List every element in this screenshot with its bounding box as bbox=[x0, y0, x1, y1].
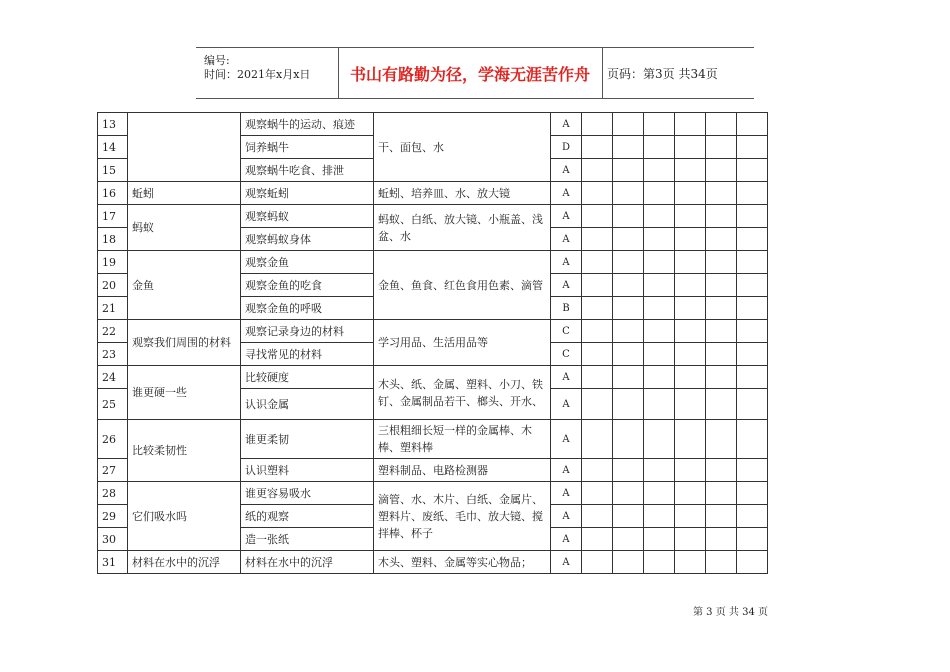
blank-cell bbox=[644, 159, 675, 182]
blank-cell bbox=[644, 182, 675, 205]
blank-cell bbox=[582, 343, 613, 366]
lesson-number: 28 bbox=[98, 482, 128, 505]
blank-cell bbox=[706, 274, 737, 297]
blank-cell bbox=[706, 251, 737, 274]
blank-cell bbox=[644, 136, 675, 159]
blank-cell bbox=[613, 320, 644, 343]
blank-cell bbox=[737, 551, 768, 574]
blank-cell bbox=[675, 136, 706, 159]
blank-cell bbox=[582, 482, 613, 505]
grade-cell: B bbox=[551, 297, 582, 320]
blank-cell bbox=[737, 389, 768, 420]
blank-cell bbox=[706, 297, 737, 320]
materials-cell: 干、面包、水 bbox=[374, 113, 551, 182]
materials-cell: 学习用品、生活用品等 bbox=[374, 320, 551, 366]
lesson-number: 19 bbox=[98, 251, 128, 274]
lesson-number: 27 bbox=[98, 459, 128, 482]
lesson-number: 22 bbox=[98, 320, 128, 343]
blank-cell bbox=[644, 505, 675, 528]
blank-cell bbox=[613, 136, 644, 159]
activity-cell: 谁更柔韧 bbox=[241, 420, 374, 459]
materials-cell: 木头、塑料、金属等实心物品； bbox=[374, 551, 551, 574]
page-footer: 第 3 页 共 34 页 bbox=[693, 607, 768, 618]
blank-cell bbox=[706, 182, 737, 205]
materials-cell: 三根粗细长短一样的金属棒、木棒、塑料棒 bbox=[374, 420, 551, 459]
blank-cell bbox=[675, 159, 706, 182]
blank-cell bbox=[706, 205, 737, 228]
blank-cell bbox=[582, 182, 613, 205]
blank-cell bbox=[706, 420, 737, 459]
blank-cell bbox=[675, 528, 706, 551]
grade-cell: A bbox=[551, 528, 582, 551]
blank-cell bbox=[644, 482, 675, 505]
blank-cell bbox=[613, 159, 644, 182]
blank-cell bbox=[706, 528, 737, 551]
blank-cell bbox=[613, 366, 644, 389]
blank-cell bbox=[675, 205, 706, 228]
grade-cell: A bbox=[551, 505, 582, 528]
blank-cell bbox=[613, 343, 644, 366]
blank-cell bbox=[706, 551, 737, 574]
blank-cell bbox=[675, 343, 706, 366]
lesson-number: 26 bbox=[98, 420, 128, 459]
blank-cell bbox=[675, 459, 706, 482]
topic-cell: 蚯蚓 bbox=[128, 182, 241, 205]
lesson-number: 14 bbox=[98, 136, 128, 159]
blank-cell bbox=[706, 366, 737, 389]
time-label: 时间：2021年x月x日 bbox=[204, 68, 311, 81]
curriculum-table bbox=[97, 112, 768, 574]
blank-cell bbox=[613, 251, 644, 274]
blank-cell bbox=[613, 459, 644, 482]
blank-cell bbox=[675, 482, 706, 505]
blank-cell bbox=[582, 389, 613, 420]
blank-cell bbox=[613, 420, 644, 459]
blank-cell bbox=[675, 420, 706, 459]
blank-cell bbox=[706, 320, 737, 343]
page-label: 页码：第3页 共34页 bbox=[607, 66, 718, 81]
grade-cell: A bbox=[551, 551, 582, 574]
grade-cell: A bbox=[551, 205, 582, 228]
blank-cell bbox=[675, 182, 706, 205]
blank-cell bbox=[737, 528, 768, 551]
lesson-number: 16 bbox=[98, 182, 128, 205]
blank-cell bbox=[675, 274, 706, 297]
lesson-number: 20 bbox=[98, 274, 128, 297]
blank-cell bbox=[582, 297, 613, 320]
blank-cell bbox=[737, 274, 768, 297]
activity-cell: 观察记录身边的材料 bbox=[241, 320, 374, 343]
blank-cell bbox=[737, 113, 768, 136]
activity-cell: 比较硬度 bbox=[241, 366, 374, 389]
blank-cell bbox=[675, 113, 706, 136]
blank-cell bbox=[644, 274, 675, 297]
activity-cell: 观察金鱼的呼吸 bbox=[241, 297, 374, 320]
blank-cell bbox=[613, 551, 644, 574]
blank-cell bbox=[675, 551, 706, 574]
blank-cell bbox=[737, 343, 768, 366]
blank-cell bbox=[706, 459, 737, 482]
activity-cell: 认识金属 bbox=[241, 389, 374, 420]
topic-cell: 材料在水中的沉浮 bbox=[128, 551, 241, 574]
table-row bbox=[98, 113, 768, 136]
activity-cell: 观察蚂蚁 bbox=[241, 205, 374, 228]
lesson-number: 21 bbox=[98, 297, 128, 320]
blank-cell bbox=[613, 297, 644, 320]
blank-cell bbox=[644, 389, 675, 420]
blank-cell bbox=[582, 136, 613, 159]
blank-cell bbox=[644, 297, 675, 320]
blank-cell bbox=[582, 528, 613, 551]
activity-cell: 观察蜗牛的运动、痕迹 bbox=[241, 113, 374, 136]
grade-cell: C bbox=[551, 343, 582, 366]
blank-cell bbox=[706, 113, 737, 136]
lesson-number: 24 bbox=[98, 366, 128, 389]
grade-cell: A bbox=[551, 366, 582, 389]
blank-cell bbox=[644, 528, 675, 551]
blank-cell bbox=[613, 182, 644, 205]
blank-cell bbox=[706, 505, 737, 528]
lesson-number: 18 bbox=[98, 228, 128, 251]
activity-cell: 认识塑料 bbox=[241, 459, 374, 482]
activity-cell: 造一张纸 bbox=[241, 528, 374, 551]
table-row bbox=[98, 420, 768, 459]
activity-cell: 纸的观察 bbox=[241, 505, 374, 528]
blank-cell bbox=[582, 205, 613, 228]
blank-cell bbox=[737, 205, 768, 228]
blank-cell bbox=[582, 320, 613, 343]
lesson-number: 31 bbox=[98, 551, 128, 574]
blank-cell bbox=[675, 389, 706, 420]
header-meta bbox=[196, 48, 339, 98]
blank-cell bbox=[582, 505, 613, 528]
blank-cell bbox=[737, 159, 768, 182]
blank-cell bbox=[644, 320, 675, 343]
topic-cell: 金鱼 bbox=[128, 251, 241, 320]
activity-cell: 材料在水中的沉浮 bbox=[241, 551, 374, 574]
materials-cell: 金鱼、鱼食、红色食用色素、滴管 bbox=[374, 251, 551, 320]
grade-cell: C bbox=[551, 320, 582, 343]
topic-cell: 观察我们周围的材料 bbox=[128, 320, 241, 366]
grade-cell: A bbox=[551, 459, 582, 482]
blank-cell bbox=[706, 136, 737, 159]
materials-cell: 蚯蚓、培养皿、水、放大镜 bbox=[374, 182, 551, 205]
blank-cell bbox=[706, 343, 737, 366]
blank-cell bbox=[737, 420, 768, 459]
activity-cell: 观察蜗牛吃食、排泄 bbox=[241, 159, 374, 182]
grade-cell: A bbox=[551, 113, 582, 136]
topic-cell bbox=[128, 113, 241, 182]
motto: 书山有路勤为径，学海无涯苦作舟 bbox=[338, 48, 603, 98]
blank-cell bbox=[613, 482, 644, 505]
blank-cell bbox=[737, 228, 768, 251]
table-row bbox=[98, 320, 768, 343]
table-row bbox=[98, 182, 768, 205]
activity-cell: 谁更容易吸水 bbox=[241, 482, 374, 505]
blank-cell bbox=[613, 228, 644, 251]
blank-cell bbox=[737, 182, 768, 205]
activity-cell: 观察金鱼的吃食 bbox=[241, 274, 374, 297]
blank-cell bbox=[644, 205, 675, 228]
blank-cell bbox=[582, 420, 613, 459]
blank-cell bbox=[582, 459, 613, 482]
grade-cell: A bbox=[551, 228, 582, 251]
blank-cell bbox=[675, 320, 706, 343]
blank-cell bbox=[706, 482, 737, 505]
blank-cell bbox=[737, 251, 768, 274]
blank-cell bbox=[737, 459, 768, 482]
blank-cell bbox=[706, 389, 737, 420]
blank-cell bbox=[675, 505, 706, 528]
activity-cell: 寻找常见的材料 bbox=[241, 343, 374, 366]
blank-cell bbox=[737, 136, 768, 159]
grade-cell: A bbox=[551, 420, 582, 459]
blank-cell bbox=[613, 389, 644, 420]
activity-cell: 饲养蜗牛 bbox=[241, 136, 374, 159]
blank-cell bbox=[675, 297, 706, 320]
topic-cell: 谁更硬一些 bbox=[128, 366, 241, 420]
lesson-number: 17 bbox=[98, 205, 128, 228]
activity-cell: 观察金鱼 bbox=[241, 251, 374, 274]
blank-cell bbox=[706, 228, 737, 251]
blank-cell bbox=[582, 551, 613, 574]
blank-cell bbox=[675, 228, 706, 251]
lesson-number: 15 bbox=[98, 159, 128, 182]
blank-cell bbox=[644, 228, 675, 251]
materials-cell: 滴管、水、木片、白纸、金属片、塑料片、废纸、毛巾、放大镜、搅拌棒、杯子 bbox=[374, 482, 551, 551]
blank-cell bbox=[582, 159, 613, 182]
materials-cell: 木头、纸、金属、塑料、小刀、铁钉、金属制品若干、榔头、开水、 bbox=[374, 366, 551, 420]
blank-cell bbox=[706, 159, 737, 182]
number-label: 编号: bbox=[204, 54, 230, 67]
blank-cell bbox=[613, 205, 644, 228]
blank-cell bbox=[675, 251, 706, 274]
blank-cell bbox=[644, 459, 675, 482]
blank-cell bbox=[613, 274, 644, 297]
lesson-number: 13 bbox=[98, 113, 128, 136]
blank-cell bbox=[582, 366, 613, 389]
blank-cell bbox=[613, 505, 644, 528]
activity-cell: 观察蚂蚁身体 bbox=[241, 228, 374, 251]
grade-cell: A bbox=[551, 274, 582, 297]
blank-cell bbox=[582, 228, 613, 251]
grade-cell: D bbox=[551, 136, 582, 159]
lesson-number: 29 bbox=[98, 505, 128, 528]
blank-cell bbox=[737, 320, 768, 343]
grade-cell: A bbox=[551, 251, 582, 274]
blank-cell bbox=[644, 420, 675, 459]
blank-cell bbox=[644, 251, 675, 274]
table-row bbox=[98, 482, 768, 505]
table-row bbox=[98, 205, 768, 228]
activity-cell: 观察蚯蚓 bbox=[241, 182, 374, 205]
blank-cell bbox=[582, 251, 613, 274]
grade-cell: A bbox=[551, 389, 582, 420]
blank-cell bbox=[675, 366, 706, 389]
table-row bbox=[98, 366, 768, 389]
grade-cell: A bbox=[551, 182, 582, 205]
topic-cell: 比较柔韧性 bbox=[128, 420, 241, 482]
blank-cell bbox=[613, 528, 644, 551]
blank-cell bbox=[737, 366, 768, 389]
lesson-number: 23 bbox=[98, 343, 128, 366]
blank-cell bbox=[613, 113, 644, 136]
blank-cell bbox=[737, 505, 768, 528]
grade-cell: A bbox=[551, 159, 582, 182]
blank-cell bbox=[582, 113, 613, 136]
table-row bbox=[98, 551, 768, 574]
materials-cell: 蚂蚁、白纸、放大镜、小瓶盖、浅盆、水 bbox=[374, 205, 551, 251]
topic-cell: 它们吸水吗 bbox=[128, 482, 241, 551]
page-header bbox=[196, 47, 754, 99]
lesson-number: 25 bbox=[98, 389, 128, 420]
blank-cell bbox=[644, 113, 675, 136]
lesson-number: 30 bbox=[98, 528, 128, 551]
grade-cell: A bbox=[551, 482, 582, 505]
blank-cell bbox=[644, 366, 675, 389]
blank-cell bbox=[644, 343, 675, 366]
topic-cell: 蚂蚁 bbox=[128, 205, 241, 251]
materials-cell: 塑料制品、电路检测器 bbox=[374, 459, 551, 482]
blank-cell bbox=[737, 482, 768, 505]
blank-cell bbox=[644, 551, 675, 574]
table-row bbox=[98, 251, 768, 274]
blank-cell bbox=[737, 297, 768, 320]
blank-cell bbox=[582, 274, 613, 297]
